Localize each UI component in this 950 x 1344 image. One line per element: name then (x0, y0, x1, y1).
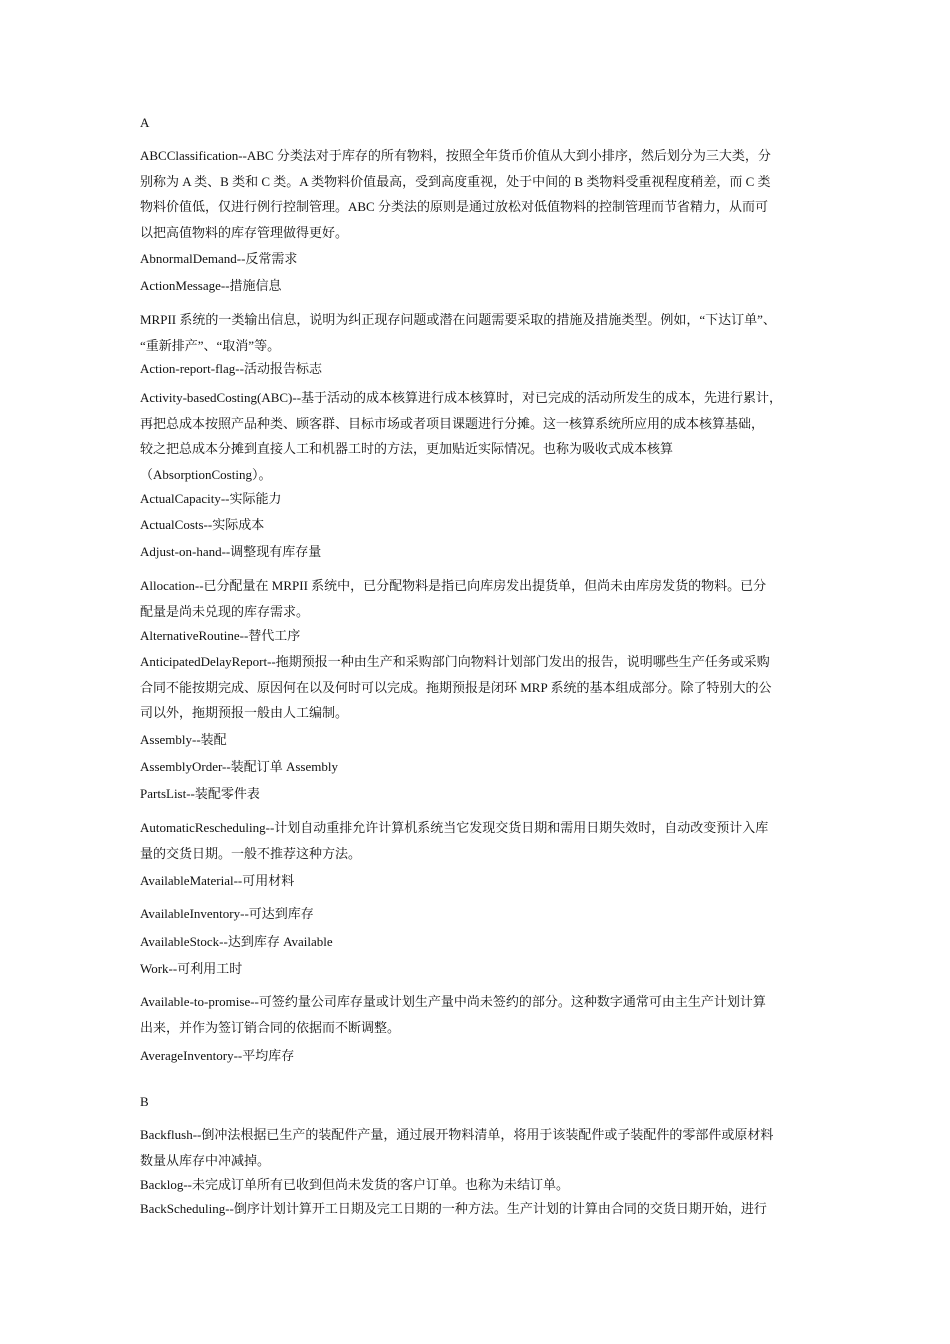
entry-line: 别称为 A 类、B 类和 C 类。A 类物料价值最高，受到高度重视，处于中间的 B 类物料受重视程度稍差，而 C 类 (140, 173, 771, 189)
entry-line: ActualCosts--实际成本 (140, 517, 265, 532)
entry-line: AssemblyOrder--装配订单 Assembly (140, 759, 338, 774)
entry-line: Action-report-flag--活动报告标志 (140, 361, 322, 376)
glossary-entry (140, 1196, 820, 1222)
entry-line: AutomaticRescheduling--计划自动重排允许计算机系统当它发现交货日期和需用日期失效时，自动改变预计入库 (140, 820, 769, 835)
entry-line: Work--可利用工时 (140, 961, 243, 976)
entry-line: ActionMessage--措施信息 (140, 278, 282, 293)
glossary-entry (140, 246, 820, 272)
entry-line: ActualCapacity--实际能力 (140, 491, 282, 506)
glossary-entry (140, 815, 820, 866)
entry-line: Backflush--倒冲法根据已生产的装配件产量，通过展开物料清单，将用于该装配件或子装配件的零部件或原材料 (140, 1127, 774, 1142)
glossary-entry (140, 901, 820, 927)
entry-line: AnticipatedDelayReport--拖期预报一种由生产和采购部门向物料计划部门发出的报告，说明哪些生产任务或采购 (140, 654, 770, 669)
entry-line: Allocation--已分配量在 MRPII 系统中，已分配物料是指已向库房发出提货单，但尚未由库房发货的物料。已分 (140, 578, 767, 593)
entry-line: Backlog--未完成订单所有已收到但尚未发货的客户订单。也称为未结订单。 (140, 1177, 569, 1192)
glossary-entry (140, 956, 820, 982)
glossary-entry (140, 1043, 820, 1069)
entry-line: Assembly--装配 (140, 732, 227, 747)
entry-line: AvailableMaterial--可用材料 (140, 873, 295, 888)
entry-line: ABCClassification--ABC 分类法对于库存的所有物料，按照全年货币价值从大到小排序，然后划分为三大类，分 (140, 148, 771, 163)
glossary-entry (140, 754, 820, 780)
section-heading-b: B (140, 1094, 149, 1109)
glossary-entry (140, 929, 820, 955)
entry-line: 出来，并作为签订销合同的依据而不断调整。 (140, 1019, 401, 1035)
glossary-entry (140, 273, 820, 299)
glossary-entry (140, 143, 820, 245)
glossary-entry (140, 649, 820, 726)
entry-line: 物料价值低，仅进行例行控制管理。ABC 分类法的原则是通过放松对低值物料的控制管理而节省精力，从而可 (140, 199, 768, 214)
glossary-entry (140, 573, 820, 624)
glossary-entry (140, 623, 820, 649)
glossary-entry (140, 385, 820, 487)
glossary-entry (140, 989, 820, 1040)
entry-line: 量的交货日期。一般不推荐这种方法。 (140, 845, 362, 861)
glossary-entry (140, 727, 820, 753)
entry-line: Activity-basedCosting(ABC)--基于活动的成本核算进行成本核算时，对已完成的活动所发生的成本，先进行累计， (140, 390, 783, 405)
glossary-entry (140, 1122, 820, 1173)
glossary-entry (140, 486, 820, 512)
glossary-entry (140, 868, 820, 894)
glossary-entry (140, 307, 820, 358)
entry-line: 再把总成本按照产品种类、顾客群、目标市场或者项目课题进行分摊。这一核算系统所应用的成本核算基础， (140, 415, 765, 431)
entry-line: Adjust-on-hand--调整现有库存量 (140, 544, 322, 559)
glossary-entry (140, 512, 820, 538)
entry-line: “重新排产”、“取消”等。 (140, 337, 281, 353)
glossary-entry (140, 1172, 820, 1198)
section-heading-a: A (140, 115, 150, 130)
entry-line: AbnormalDemand--反常需求 (140, 251, 298, 266)
entry-line: Available-to-promise--可签约量公司库存量或计划生产量中尚未签约的部分。这种数字通常可由主生产计划计算 (140, 994, 766, 1009)
entry-line: AvailableInventory--可达到库存 (140, 906, 314, 921)
entry-line: 较之把总成本分摊到直接人工和机器工时的方法，更加贴近实际情况。也称为吸收式成本核算 (140, 441, 674, 456)
entry-line: PartsList--装配零件表 (140, 786, 260, 801)
entry-line: MRPII 系统的一类输出信息，说明为纠正现存问题或潜在问题需要采取的措施及措施类型。例如，“下达订单”、 (140, 312, 776, 327)
glossary-entry (140, 539, 820, 565)
entry-line: 合同不能按期完成、原因何在以及何时可以完成。拖期预报是闭环 MRP 系统的基本组成部分。除了特别大的公 (140, 679, 772, 695)
entry-line: 数量从库存中冲减掉。 (140, 1152, 271, 1168)
entry-line: AlternativeRoutine--替代工序 (140, 628, 301, 643)
entry-line: 以把高值物料的库存管理做得更好。 (140, 224, 349, 240)
glossary-entry (140, 356, 820, 382)
glossary-entry (140, 781, 820, 807)
entry-line: BackScheduling--倒序计划计算开工日期及完工日期的一种方法。生产计划的计算由合同的交货日期开始，进行 (140, 1201, 767, 1216)
entry-line: （AbsorptionCosting）。 (140, 466, 272, 482)
entry-line: AvailableStock--达到库存 Available (140, 934, 333, 949)
entry-line: 司以外，拖期预报一般由人工编制。 (140, 705, 349, 720)
entry-line: 配量是尚未兑现的库存需求。 (140, 603, 310, 619)
entry-line: AverageInventory--平均库存 (140, 1048, 295, 1063)
